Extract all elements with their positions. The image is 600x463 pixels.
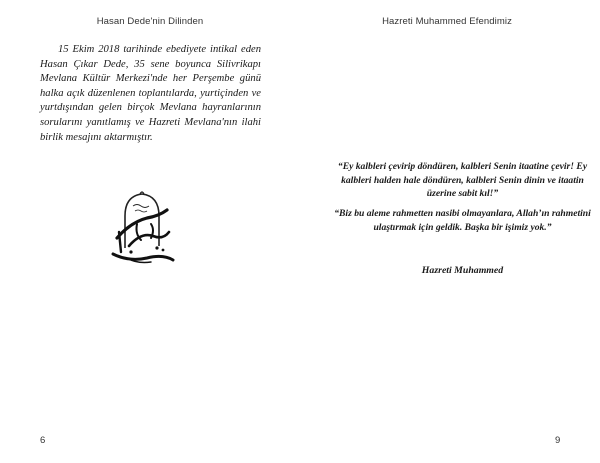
right-page-number: 9 <box>555 435 561 446</box>
biography-paragraph: 15 Ekim 2018 tarihinde ebediyete intikal eden Hasan Çıkar Dede, 35 sene boyunca Silivrikapı Mevlana Kültür Merkezi'nde her Perşembe günü halka açık düzenlenen toplantılarda, yurtiçinden ve yurtdışından gelen birçok Mevlana hayranlarının sorularını yanıtlamış ve Hazreti Mevlana'nın ilahi birlik mesajını aktarmıştır. <box>40 44 261 143</box>
quote-attribution: Hazreti Muhammed <box>421 265 504 276</box>
hadith-quote-1: “Ey kalbleri çevirip döndüren, kalbleri Senin itaatine çevir! Ey kalbleri halden hale döndüren, kalbleri Senin dinin ve itaatin üzerine sabit kıl!” <box>337 161 588 200</box>
left-page-number: 6 <box>40 435 46 446</box>
arabic-calligraphy-emblem <box>107 188 177 266</box>
hadith-quote-2: “Biz bu aleme rahmetten nasibi olmayanlara, Allah’ın rahmetini ulaştırmak için geldik. Başka bir işimiz yok.” <box>334 208 591 233</box>
left-running-header: Hasan Dede'nin Dilinden <box>96 16 204 27</box>
right-running-header: Hazreti Muhammed Efendimiz <box>382 16 512 27</box>
